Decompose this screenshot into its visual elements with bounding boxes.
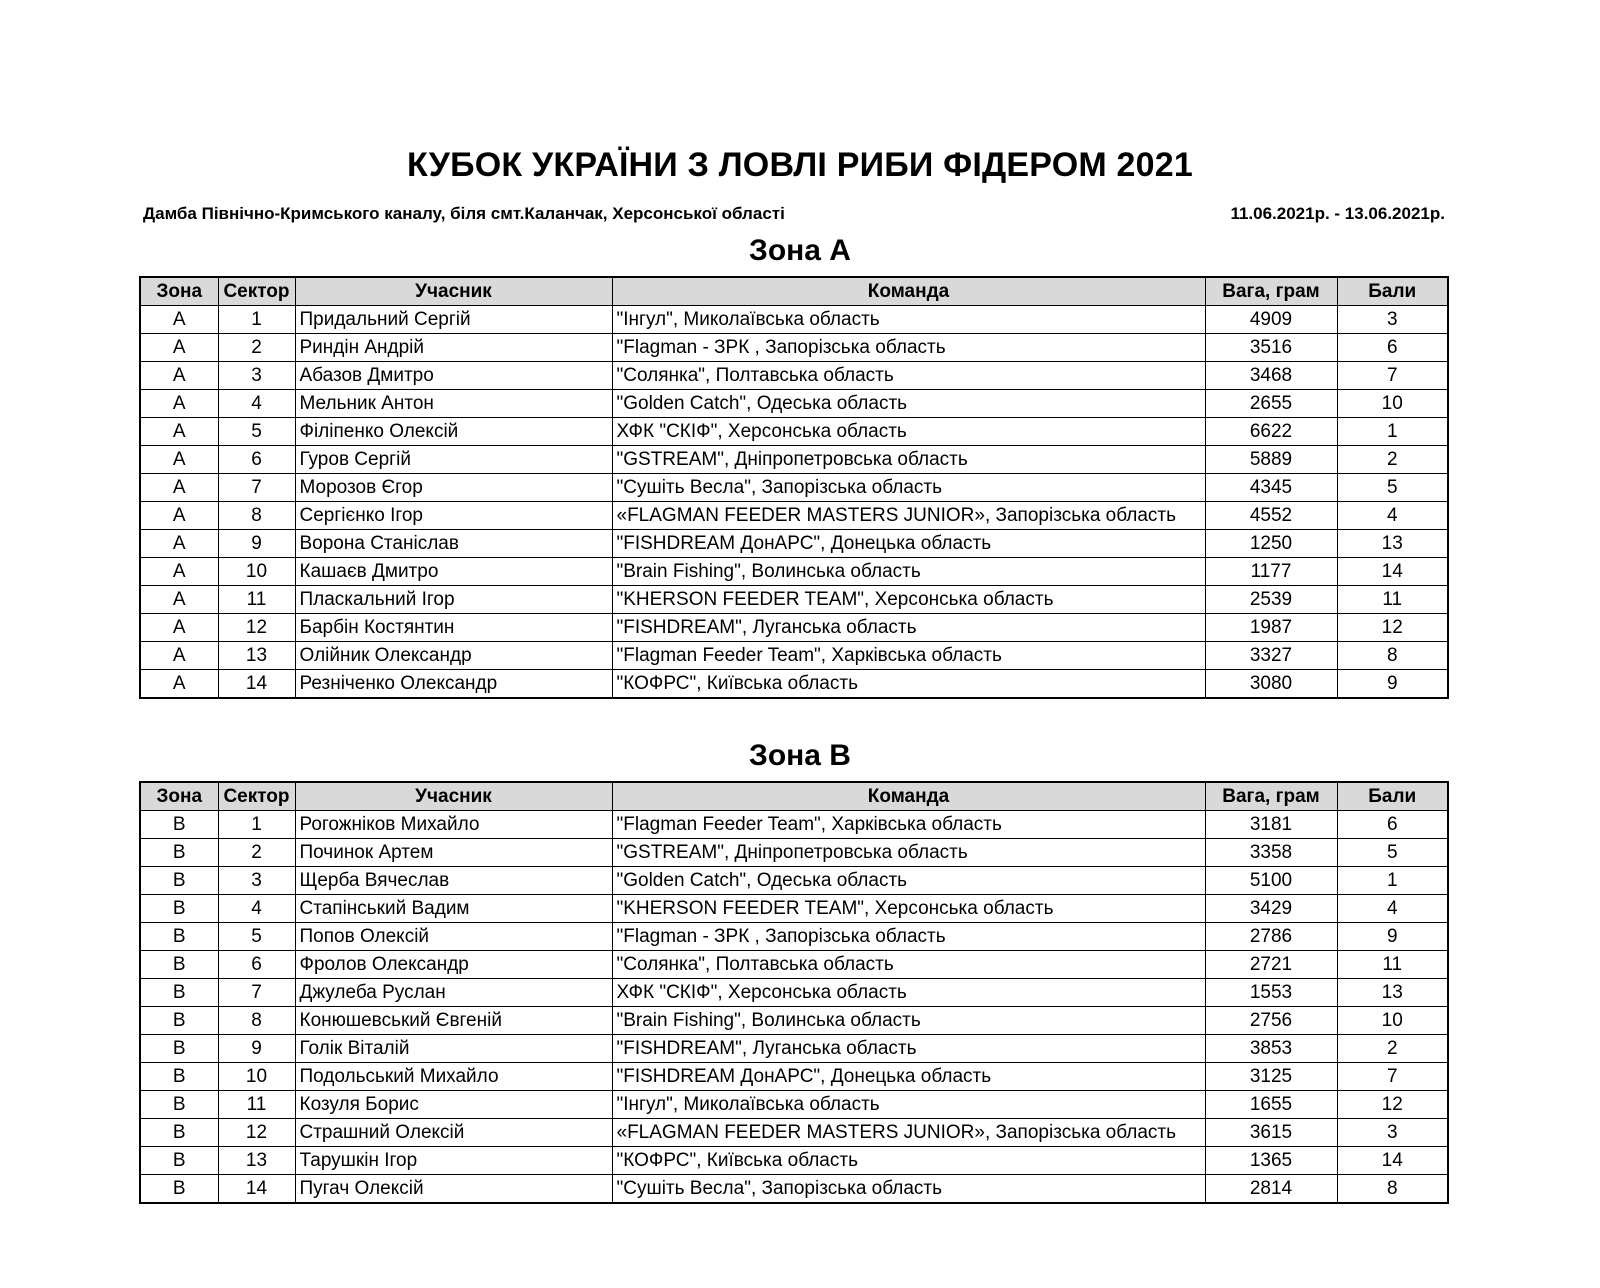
cell-weight: 3358 — [1205, 839, 1337, 867]
cell-team: "Солянка", Полтавська область — [612, 362, 1205, 390]
cell-participant: Пласкальний Ігор — [295, 586, 612, 614]
cell-sector: 13 — [218, 1147, 295, 1175]
table-row — [140, 558, 1448, 586]
cell-weight: 3181 — [1205, 811, 1337, 839]
cell-weight: 3429 — [1205, 895, 1337, 923]
cell-zone: В — [140, 923, 218, 951]
table-row — [140, 670, 1448, 699]
table-row — [140, 1091, 1448, 1119]
cell-sector: 6 — [218, 446, 295, 474]
cell-points: 1 — [1337, 867, 1448, 895]
cell-points: 10 — [1337, 1007, 1448, 1035]
cell-weight: 2786 — [1205, 923, 1337, 951]
cell-sector: 7 — [218, 979, 295, 1007]
cell-team: "KHERSON FEEDER TEAM", Херсонська область — [612, 895, 1205, 923]
cell-zone: А — [140, 586, 218, 614]
cell-team: "Flagman Feeder Team", Харківська область — [612, 642, 1205, 670]
cell-points: 9 — [1337, 670, 1448, 699]
cell-participant: Пугач Олексій — [295, 1175, 612, 1204]
cell-zone: В — [140, 811, 218, 839]
cell-points: 2 — [1337, 446, 1448, 474]
col-header-zone: Зона — [140, 277, 218, 306]
table-row — [140, 474, 1448, 502]
table-row — [140, 867, 1448, 895]
cell-points: 11 — [1337, 951, 1448, 979]
cell-sector: 13 — [218, 642, 295, 670]
cell-zone: В — [140, 839, 218, 867]
table-row — [140, 951, 1448, 979]
table-row — [140, 979, 1448, 1007]
cell-sector: 7 — [218, 474, 295, 502]
cell-zone: В — [140, 1035, 218, 1063]
cell-weight: 4552 — [1205, 502, 1337, 530]
cell-weight: 1655 — [1205, 1091, 1337, 1119]
cell-team: «FLAGMAN FEEDER MASTERS JUNIOR», Запорізська область — [612, 1119, 1205, 1147]
cell-sector: 8 — [218, 1007, 295, 1035]
cell-weight: 2655 — [1205, 390, 1337, 418]
cell-zone: А — [140, 670, 218, 699]
table-row — [140, 839, 1448, 867]
cell-weight: 1553 — [1205, 979, 1337, 1007]
cell-sector: 12 — [218, 1119, 295, 1147]
cell-points: 14 — [1337, 558, 1448, 586]
cell-participant: Абазов Дмитро — [295, 362, 612, 390]
table-row — [140, 1119, 1448, 1147]
cell-zone: А — [140, 418, 218, 446]
cell-weight: 1177 — [1205, 558, 1337, 586]
cell-weight: 3853 — [1205, 1035, 1337, 1063]
cell-points: 13 — [1337, 979, 1448, 1007]
cell-points: 4 — [1337, 895, 1448, 923]
cell-zone: А — [140, 446, 218, 474]
col-header-sector: Сектор — [218, 782, 295, 811]
cell-points: 7 — [1337, 1063, 1448, 1091]
cell-participant: Козуля Борис — [295, 1091, 612, 1119]
cell-team: "КОФРС", Київська область — [612, 1147, 1205, 1175]
cell-weight: 6622 — [1205, 418, 1337, 446]
cell-points: 5 — [1337, 839, 1448, 867]
cell-participant: Тарушкін Ігор — [295, 1147, 612, 1175]
table-row — [140, 811, 1448, 839]
table-row — [140, 614, 1448, 642]
cell-participant: Фролов Олександр — [295, 951, 612, 979]
zone-b-table — [139, 781, 1449, 1204]
col-header-weight: Вага, грам — [1205, 277, 1337, 306]
cell-team: "KHERSON FEEDER TEAM", Херсонська область — [612, 586, 1205, 614]
cell-zone: А — [140, 306, 218, 334]
cell-sector: 14 — [218, 1175, 295, 1204]
cell-zone: В — [140, 1063, 218, 1091]
table-row — [140, 362, 1448, 390]
cell-sector: 3 — [218, 867, 295, 895]
col-header-team: Команда — [612, 782, 1205, 811]
cell-points: 12 — [1337, 1091, 1448, 1119]
cell-weight: 2756 — [1205, 1007, 1337, 1035]
cell-points: 9 — [1337, 923, 1448, 951]
cell-weight: 4345 — [1205, 474, 1337, 502]
cell-team: "FISHDREAM", Луганська область — [612, 614, 1205, 642]
cell-zone: В — [140, 1007, 218, 1035]
cell-sector: 4 — [218, 895, 295, 923]
table-row — [140, 530, 1448, 558]
cell-points: 14 — [1337, 1147, 1448, 1175]
cell-weight: 3125 — [1205, 1063, 1337, 1091]
table-row — [140, 1007, 1448, 1035]
cell-zone: В — [140, 1091, 218, 1119]
cell-points: 8 — [1337, 1175, 1448, 1204]
cell-weight: 1250 — [1205, 530, 1337, 558]
cell-weight: 4909 — [1205, 306, 1337, 334]
cell-sector: 10 — [218, 558, 295, 586]
cell-team: "Golden Catch", Одеська область — [612, 390, 1205, 418]
cell-sector: 6 — [218, 951, 295, 979]
col-header-zone: Зона — [140, 782, 218, 811]
cell-zone: В — [140, 979, 218, 1007]
cell-zone: А — [140, 474, 218, 502]
table-row — [140, 502, 1448, 530]
cell-weight: 3327 — [1205, 642, 1337, 670]
cell-sector: 14 — [218, 670, 295, 699]
cell-weight: 2814 — [1205, 1175, 1337, 1204]
cell-weight: 5100 — [1205, 867, 1337, 895]
cell-team: "Інгул", Миколаївська область — [612, 1091, 1205, 1119]
cell-zone: А — [140, 558, 218, 586]
event-info — [143, 204, 1445, 224]
table-row — [140, 334, 1448, 362]
cell-points: 1 — [1337, 418, 1448, 446]
table-row — [140, 446, 1448, 474]
cell-sector: 2 — [218, 334, 295, 362]
cell-team: "FISHDREAM ДонАРС", Донецька область — [612, 530, 1205, 558]
cell-weight: 2539 — [1205, 586, 1337, 614]
zone-b-title: Зона В — [749, 739, 851, 772]
table-row — [140, 586, 1448, 614]
cell-weight: 3615 — [1205, 1119, 1337, 1147]
cell-weight: 3468 — [1205, 362, 1337, 390]
cell-points: 3 — [1337, 306, 1448, 334]
cell-team: "Brain Fishing", Волинська область — [612, 1007, 1205, 1035]
cell-participant: Щерба Вячеслав — [295, 867, 612, 895]
cell-zone: В — [140, 1175, 218, 1204]
cell-participant: Подольський Михайло — [295, 1063, 612, 1091]
cell-sector: 11 — [218, 586, 295, 614]
cell-participant: Кашаєв Дмитро — [295, 558, 612, 586]
col-header-points: Бали — [1337, 277, 1448, 306]
zone-a-table — [139, 276, 1449, 699]
table-row — [140, 1147, 1448, 1175]
col-header-participant: Учасник — [295, 277, 612, 306]
cell-points: 8 — [1337, 642, 1448, 670]
cell-zone: А — [140, 334, 218, 362]
cell-sector: 9 — [218, 1035, 295, 1063]
cell-team: "GSTREAM", Дніпропетровська область — [612, 446, 1205, 474]
table-header-row — [140, 782, 1448, 811]
cell-participant: Олійник Олександр — [295, 642, 612, 670]
cell-weight: 3516 — [1205, 334, 1337, 362]
cell-participant: Джулеба Руслан — [295, 979, 612, 1007]
cell-zone: А — [140, 642, 218, 670]
cell-points: 5 — [1337, 474, 1448, 502]
page-title: КУБОК УКРАЇНИ З ЛОВЛІ РИБИ ФІДЕРОМ 2021 — [407, 146, 1193, 184]
cell-sector: 9 — [218, 530, 295, 558]
cell-team: "GSTREAM", Дніпропетровська область — [612, 839, 1205, 867]
cell-weight: 5889 — [1205, 446, 1337, 474]
cell-points: 10 — [1337, 390, 1448, 418]
cell-sector: 3 — [218, 362, 295, 390]
cell-team: "Flagman - ЗРК , Запорізська область — [612, 334, 1205, 362]
zone-a-title: Зона А — [749, 234, 851, 267]
cell-sector: 1 — [218, 811, 295, 839]
cell-team: "Golden Catch", Одеська область — [612, 867, 1205, 895]
cell-team: "Flagman Feeder Team", Харківська область — [612, 811, 1205, 839]
col-header-points: Бали — [1337, 782, 1448, 811]
table-row — [140, 390, 1448, 418]
cell-sector: 5 — [218, 923, 295, 951]
event-dates: 11.06.2021р. - 13.06.2021р. — [1230, 204, 1445, 223]
cell-zone: А — [140, 530, 218, 558]
table-header-row — [140, 277, 1448, 306]
event-location: Дамба Північно-Кримського каналу, біля смт.Каланчак, Херсонської області — [143, 204, 785, 223]
cell-participant: Голік Віталій — [295, 1035, 612, 1063]
cell-weight: 1365 — [1205, 1147, 1337, 1175]
cell-sector: 10 — [218, 1063, 295, 1091]
cell-weight: 1987 — [1205, 614, 1337, 642]
table-row — [140, 895, 1448, 923]
cell-zone: А — [140, 390, 218, 418]
cell-sector: 2 — [218, 839, 295, 867]
cell-points: 11 — [1337, 586, 1448, 614]
table-row — [140, 306, 1448, 334]
cell-team: ХФК "СКІФ", Херсонська область — [612, 979, 1205, 1007]
cell-participant: Рогожніков Михайло — [295, 811, 612, 839]
cell-team: «FLAGMAN FEEDER MASTERS JUNIOR», Запорізська область — [612, 502, 1205, 530]
cell-participant: Сергієнко Ігор — [295, 502, 612, 530]
cell-participant: Мельник Антон — [295, 390, 612, 418]
cell-participant: Резніченко Олександр — [295, 670, 612, 699]
cell-points: 12 — [1337, 614, 1448, 642]
table-row — [140, 418, 1448, 446]
cell-points: 6 — [1337, 811, 1448, 839]
cell-team: "КОФРС", Київська область — [612, 670, 1205, 699]
cell-zone: В — [140, 895, 218, 923]
cell-sector: 4 — [218, 390, 295, 418]
cell-points: 7 — [1337, 362, 1448, 390]
cell-team: "FISHDREAM ДонАРС", Донецька область — [612, 1063, 1205, 1091]
col-header-participant: Учасник — [295, 782, 612, 811]
cell-sector: 5 — [218, 418, 295, 446]
table-row — [140, 1035, 1448, 1063]
cell-participant: Конюшевський Євгеній — [295, 1007, 612, 1035]
cell-team: "Інгул", Миколаївська область — [612, 306, 1205, 334]
cell-team: "Солянка", Полтавська область — [612, 951, 1205, 979]
cell-participant: Барбін Костянтин — [295, 614, 612, 642]
cell-weight: 3080 — [1205, 670, 1337, 699]
cell-participant: Починок Артем — [295, 839, 612, 867]
cell-sector: 1 — [218, 306, 295, 334]
cell-team: "Сушіть Весла", Запорізська область — [612, 1175, 1205, 1204]
cell-zone: В — [140, 1119, 218, 1147]
cell-team: ХФК "СКІФ", Херсонська область — [612, 418, 1205, 446]
cell-participant: Попов Олексій — [295, 923, 612, 951]
cell-zone: А — [140, 614, 218, 642]
table-row — [140, 1063, 1448, 1091]
cell-participant: Ворона Станіслав — [295, 530, 612, 558]
cell-zone: В — [140, 951, 218, 979]
cell-zone: А — [140, 362, 218, 390]
cell-points: 3 — [1337, 1119, 1448, 1147]
cell-participant: Гуров Сергій — [295, 446, 612, 474]
table-row — [140, 642, 1448, 670]
col-header-sector: Сектор — [218, 277, 295, 306]
cell-points: 4 — [1337, 502, 1448, 530]
cell-participant: Стапінський Вадим — [295, 895, 612, 923]
cell-points: 2 — [1337, 1035, 1448, 1063]
cell-participant: Морозов Єгор — [295, 474, 612, 502]
table-row — [140, 1175, 1448, 1204]
cell-participant: Філіпенко Олексій — [295, 418, 612, 446]
cell-team: "Сушіть Весла", Запорізська область — [612, 474, 1205, 502]
table-row — [140, 923, 1448, 951]
cell-points: 6 — [1337, 334, 1448, 362]
cell-zone: В — [140, 1147, 218, 1175]
cell-points: 13 — [1337, 530, 1448, 558]
cell-participant: Риндін Андрій — [295, 334, 612, 362]
cell-sector: 12 — [218, 614, 295, 642]
col-header-weight: Вага, грам — [1205, 782, 1337, 811]
cell-participant: Придальний Сергій — [295, 306, 612, 334]
col-header-team: Команда — [612, 277, 1205, 306]
cell-participant: Страшний Олексій — [295, 1119, 612, 1147]
cell-sector: 8 — [218, 502, 295, 530]
cell-team: "Flagman - ЗРК , Запорізська область — [612, 923, 1205, 951]
cell-zone: В — [140, 867, 218, 895]
cell-zone: А — [140, 502, 218, 530]
cell-weight: 2721 — [1205, 951, 1337, 979]
cell-team: "Brain Fishing", Волинська область — [612, 558, 1205, 586]
cell-team: "FISHDREAM", Луганська область — [612, 1035, 1205, 1063]
cell-sector: 11 — [218, 1091, 295, 1119]
